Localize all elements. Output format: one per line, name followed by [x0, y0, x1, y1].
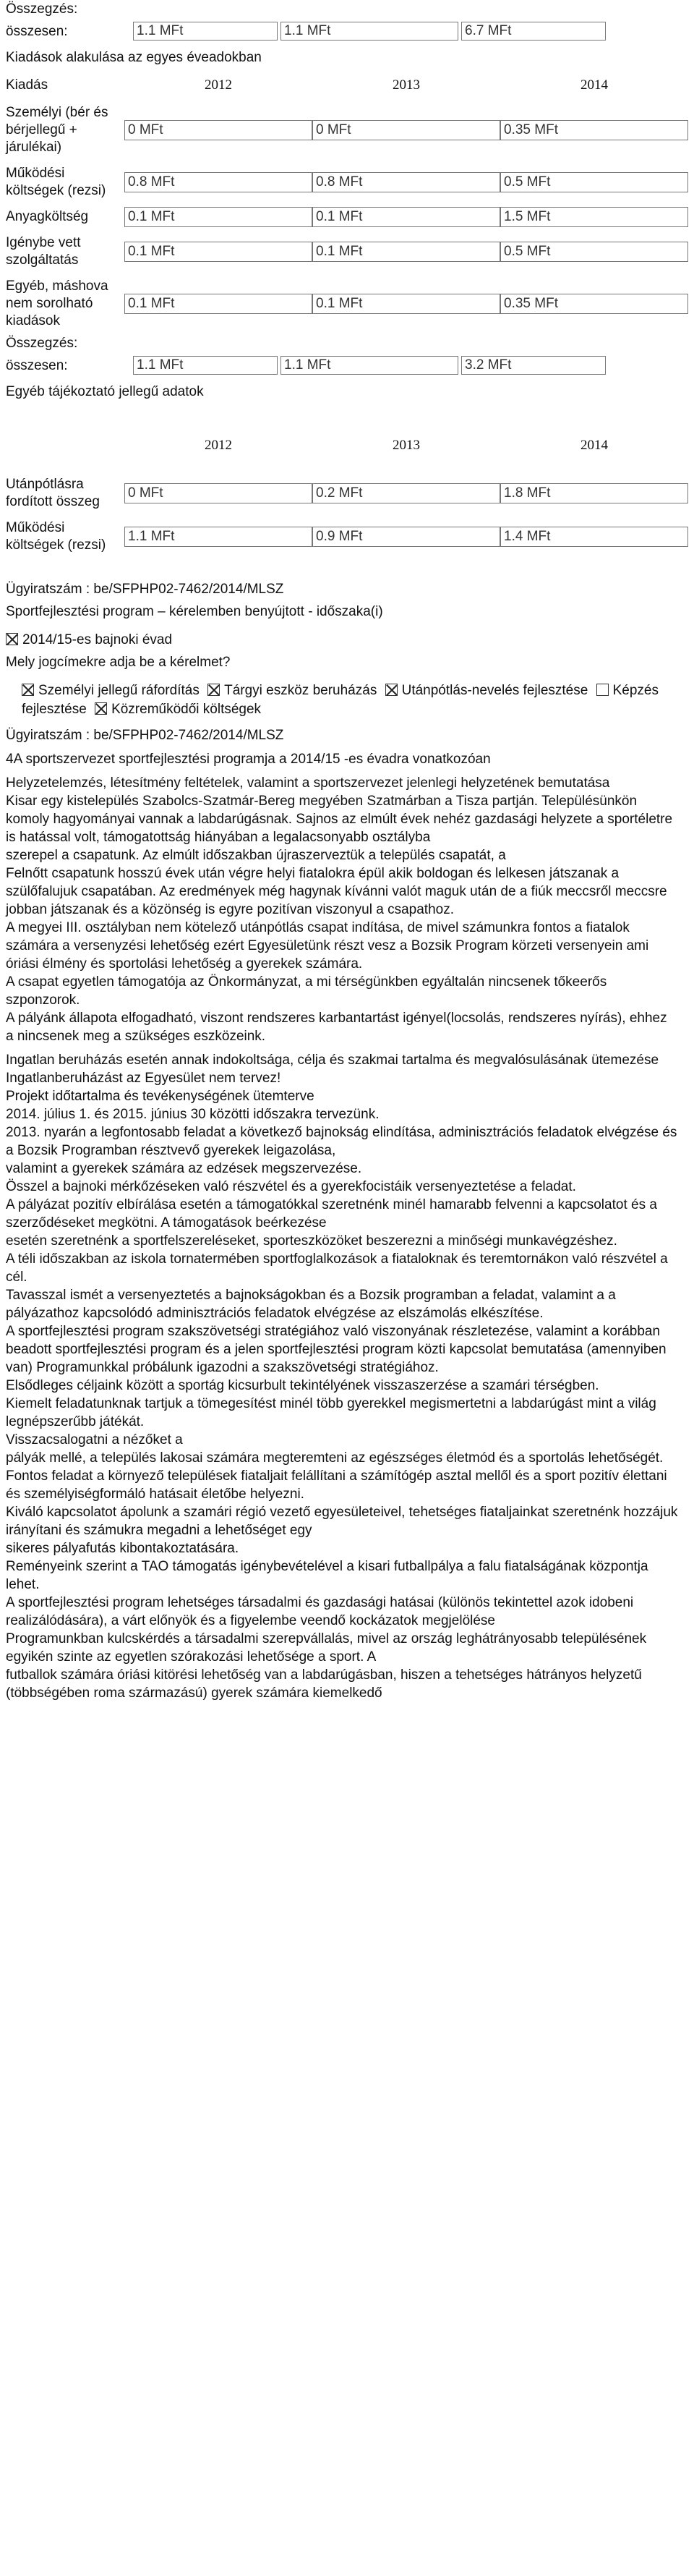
- top-total-2014: 6.7 MFt: [461, 22, 606, 41]
- value-field: 0 MFt: [124, 483, 312, 503]
- claim-label: Közreműködői költségek: [111, 702, 262, 717]
- claim-label: Képzés fejlesztése: [22, 683, 659, 717]
- season-label: 2014/15-es bajnoki évad: [22, 632, 173, 647]
- paragraph: pályák mellé, a település lakosai számára megteremteni az egészséges életmód és a sportolás lehetőségét.: [6, 1450, 664, 1466]
- top-total-label: összesen:: [6, 23, 68, 39]
- claims-question: Mely jogcímekre adja be a kérelmet?: [6, 655, 231, 670]
- paragraph: A pályázat pozitív elbírálása esetén a támogatókkal szeretnénk minél hamarabb felvenni a kapcsolatot és a szerződéseket megkötni. A támogatások beérkezése: [6, 1197, 657, 1230]
- value-field: 0.2 MFt: [312, 483, 500, 503]
- claim-label: Tárgyi eszköz beruházás: [224, 683, 377, 698]
- row-label: Igénybe vett szolgáltatás: [6, 235, 81, 268]
- paragraph: A sportfejlesztési program lehetséges társadalmi és gazdasági hatásai (különös tekintettel azok idobeni realizálódására), a várt előnyök és a figyelembe veendő kockázatok megjelölése: [6, 1595, 634, 1628]
- top-total-2013: 1.1 MFt: [280, 22, 458, 41]
- paragraph: esetén szeretnénk a sportfelszereléseket, sporteszközöket beszerezni a minőségi munkavégzéshez.: [6, 1233, 617, 1249]
- paragraph: A pályánk állapota elfogadható, viszont rendszeres karbantartást igényel(locsolás, rendszeres nyírás), ehhez a nincsenek meg a szükséges eszközeink.: [6, 1011, 667, 1044]
- value-field: 0.1 MFt: [312, 242, 500, 262]
- table-row: [6, 230, 688, 273]
- case-number: Ügyiratszám : be/SFPHP02-7462/2014/MLSZ: [6, 582, 284, 597]
- year-header: 2014: [581, 77, 608, 93]
- paragraph: Felnőtt csapatunk hosszú évek után végre helyi fiatalokra épül akik boldogan és lelkesen játszanak a szülőfalujuk csapatában. Az eredmények még hagynak kívánni valót maguk után de a fiúk meccsről meccsre jobban játszanak és a közönség is egyre pozitívan viszonyul a csapathoz.: [6, 866, 667, 917]
- table-row: [6, 460, 688, 515]
- value-field: 0.1 MFt: [312, 207, 500, 227]
- paragraph: Fontos feladat a környező települések fiataljait felállítani a számítógép asztal mellől és a sport pozitív élettani és személyiségformáló hatásait életőbe helyezni.: [6, 1468, 667, 1502]
- value-field: 1.4 MFt: [500, 527, 688, 547]
- paragraph: szerepel a csapatunk. Az elmúlt időszakban újraszerveztük a település csapatát, a: [6, 848, 506, 863]
- value-field: 0.35 MFt: [500, 120, 688, 140]
- top-summary-label: Összegzés:: [6, 1, 78, 17]
- value-field: 0.5 MFt: [500, 172, 688, 192]
- other-data-title: Egyéb tájékoztató jellegű adatok: [6, 384, 204, 399]
- paragraph: A sportfejlesztési program szakszövetségi stratégiához való viszonyának részletezése, valamint a korábban beadott sportfejlesztési program és a jelen sportfejlesztési program közti kapcsolat bemutatása (amennyiben van) Programunkkal próbálunk igazodni a szakszövetségi stratégiához.: [6, 1324, 667, 1375]
- year-header: 2012: [205, 77, 232, 93]
- checkbox-checked-icon[interactable]: [95, 702, 107, 715]
- expenditure-title: Kiadások alakulása az egyes éveadokban: [6, 50, 262, 65]
- paragraph: Elsődleges céljaink között a sportág kicsurbult tekintélyének visszaszerzése a szamári térségben.: [6, 1378, 599, 1393]
- paragraph: 2013. nyarán a legfontosabb feladat a következő bajnokság elindítása, adminisztrációs feladatok elvégzése és a Bozsik Programban résztvevő gyerekek leigazolása,: [6, 1125, 677, 1158]
- checkbox-checked-icon[interactable]: [6, 633, 18, 645]
- checkbox-checked-icon[interactable]: [385, 684, 398, 696]
- expenditure-header-row: [6, 70, 688, 100]
- paragraph: Tavasszal ismét a versenyeztetés a bajnokságokban és a Bozsik programban a feladat, valamint a a pályázathoz kapcsolódó adminisztrációs feladatok elvégzése az elszámolás elkészítése.: [6, 1288, 616, 1321]
- paragraph: Reményeink szerint a TAO támogatás igénybevételével a kisari futballpálya a falu fiatalságának központja lehet.: [6, 1559, 648, 1592]
- row-label: Működési költségek (rezsi): [6, 166, 106, 198]
- top-total-row: [6, 21, 688, 41]
- year-header: 2013: [393, 77, 420, 93]
- row-label: Anyagköltség: [6, 209, 89, 224]
- table-row: [6, 161, 688, 204]
- year-header: 2013: [393, 438, 420, 453]
- claim-label: Személyi jellegű ráfordítás: [38, 683, 200, 698]
- paragraph: sikeres pályafutás kibontakoztatására.: [6, 1541, 239, 1556]
- table-row: [6, 100, 688, 161]
- claims-options: [6, 681, 672, 719]
- row-label: Egyéb, máshova nem sorolható kiadások: [6, 279, 108, 328]
- program-text: [6, 750, 678, 1702]
- case-number-2: Ügyiratszám : be/SFPHP02-7462/2014/MLSZ: [6, 728, 284, 743]
- paragraph: futballok számára óriási kitörési lehetőség van a labdarúgásban, hiszen a tehetséges hátrányos helyzetű (többségében roma származású) gyerek számára kiemelkedő: [6, 1667, 642, 1701]
- expenditure-summary-label: Összegzés:: [6, 336, 78, 351]
- value-field: 0 MFt: [124, 120, 312, 140]
- paragraph: Visszacsalogatni a nézőket a: [6, 1432, 183, 1448]
- value-field: 0.9 MFt: [312, 527, 500, 547]
- other-header-row: [6, 430, 688, 460]
- paragraph: Ingatlanberuházást az Egyesület nem tervez!: [6, 1071, 281, 1086]
- paragraph: A csapat egyetlen támogatója az Önkormányzat, a mi térségünkben egyáltalán nincsenek tőkeerős szponzorok.: [6, 974, 607, 1008]
- paragraph: 4A sportszervezet sportfejlesztési programja a 2014/15 -es évadra vonatkozóan: [6, 752, 491, 767]
- program-period-line: Sportfejlesztési program – kérelemben benyújtott - időszaka(i): [6, 604, 383, 619]
- paragraph: Összel a bajnoki mérkőzéseken való részvétel és a gyerekfocistáik versenyeztetése a feladat.: [6, 1179, 576, 1194]
- year-header: 2014: [581, 438, 608, 453]
- expenditure-total-2012: 1.1 MFt: [133, 356, 278, 375]
- value-field: 0.1 MFt: [124, 242, 312, 262]
- row-label: Utánpótlásra fordított összeg: [6, 477, 100, 509]
- paragraph: valamint a gyerekek számára az edzések megszervezése.: [6, 1161, 362, 1176]
- expenditure-header-label: Kiadás: [6, 77, 48, 93]
- checkbox-unchecked-icon[interactable]: [596, 684, 609, 696]
- expenditure-table: [6, 70, 688, 334]
- expenditure-total-row: [6, 355, 688, 375]
- claim-label: Utánpótlás-nevelés fejlesztése: [401, 683, 588, 698]
- value-field: 0.8 MFt: [312, 172, 500, 192]
- value-field: 1.1 MFt: [124, 527, 312, 547]
- paragraph: Helyzetelemzés, létesítmény feltételek, valamint a sportszervezet jelenlegi helyzetének bemutatása: [6, 775, 610, 791]
- expenditure-total-2013: 1.1 MFt: [280, 356, 458, 375]
- expenditure-total-label: összesen:: [6, 357, 68, 373]
- top-total-2012: 1.1 MFt: [133, 22, 278, 41]
- value-field: 1.5 MFt: [500, 207, 688, 227]
- paragraph: Programunkban kulcskérdés a társadalmi szerepvállalás, mivel az ország leghátrányosabb településének egyikén szinte az egyetlen szórakozási lehetősége a sport. A: [6, 1631, 647, 1665]
- paragraph: A megyei III. osztályban nem kötelező utánpótlás csapat indítása, de mivel számunkra fontos a fiatalok számára a versenyzési lehetőség ezért Egyesületünk részt vesz a Bozsik Program körzeti versenyein ami óriási élmény és sportolási lehetőség a gyerekek számára.: [6, 920, 649, 972]
- table-row: [6, 273, 688, 334]
- row-label: Működési költségek (rezsi): [6, 520, 106, 553]
- paragraph: Kiváló kapcsolatot ápolunk a szamári régió vezető egyesületeivel, tehetséges fiataljainkat szeretnénk hozzájuk irányítani és számukra megadni a lehetőséget egy: [6, 1505, 678, 1538]
- value-field: 0.1 MFt: [124, 294, 312, 314]
- paragraph: Kiemelt feladatunknak tartjuk a tömegesítést minél több gyerekkel megismertetni a labdarúgást mint a világ legnépszerűbb játékát.: [6, 1396, 656, 1429]
- value-field: 0.5 MFt: [500, 242, 688, 262]
- table-row: [6, 515, 688, 558]
- value-field: 0 MFt: [312, 120, 500, 140]
- expenditure-total-2014: 3.2 MFt: [461, 356, 606, 375]
- paragraph: Projekt időtartalma és tevékenységének ütemterve: [6, 1089, 314, 1104]
- paragraph: Kisar egy kistelepülés Szabolcs-Szatmár-Bereg megyében Szatmárban a Tisza partján. Településünkön komoly hagyományai vannak a labdarúgásnak. Sajnos az elmúlt évek nehéz gazdasági helyzete a sportéletre is hatással volt, támogatottság hiányában a legalacsonyabb osztályba: [6, 794, 673, 845]
- season-option: [6, 631, 688, 649]
- row-label: Személyi (bér és bérjellegű + járulékai): [6, 105, 108, 155]
- value-field: 0.8 MFt: [124, 172, 312, 192]
- paragraph: Ingatlan beruházás esetén annak indokoltsága, célja és szakmai tartalma és megvalósulásának ütemezése: [6, 1053, 659, 1068]
- value-field: 1.8 MFt: [500, 483, 688, 503]
- checkbox-checked-icon[interactable]: [207, 684, 220, 696]
- value-field: 0.35 MFt: [500, 294, 688, 314]
- paragraph: 2014. július 1. és 2015. június 30 közötti időszakra tervezünk.: [6, 1107, 380, 1122]
- year-header: 2012: [205, 438, 232, 453]
- empty-header: [6, 430, 124, 460]
- value-field: 0.1 MFt: [124, 207, 312, 227]
- checkbox-checked-icon[interactable]: [22, 684, 34, 696]
- table-row: [6, 204, 688, 230]
- other-data-table: [6, 430, 688, 558]
- value-field: 0.1 MFt: [312, 294, 500, 314]
- paragraph: A téli időszakban az iskola tornatermében sportfoglalkozások a fiataloknak és teremtornákon való részvétel a cél.: [6, 1251, 668, 1285]
